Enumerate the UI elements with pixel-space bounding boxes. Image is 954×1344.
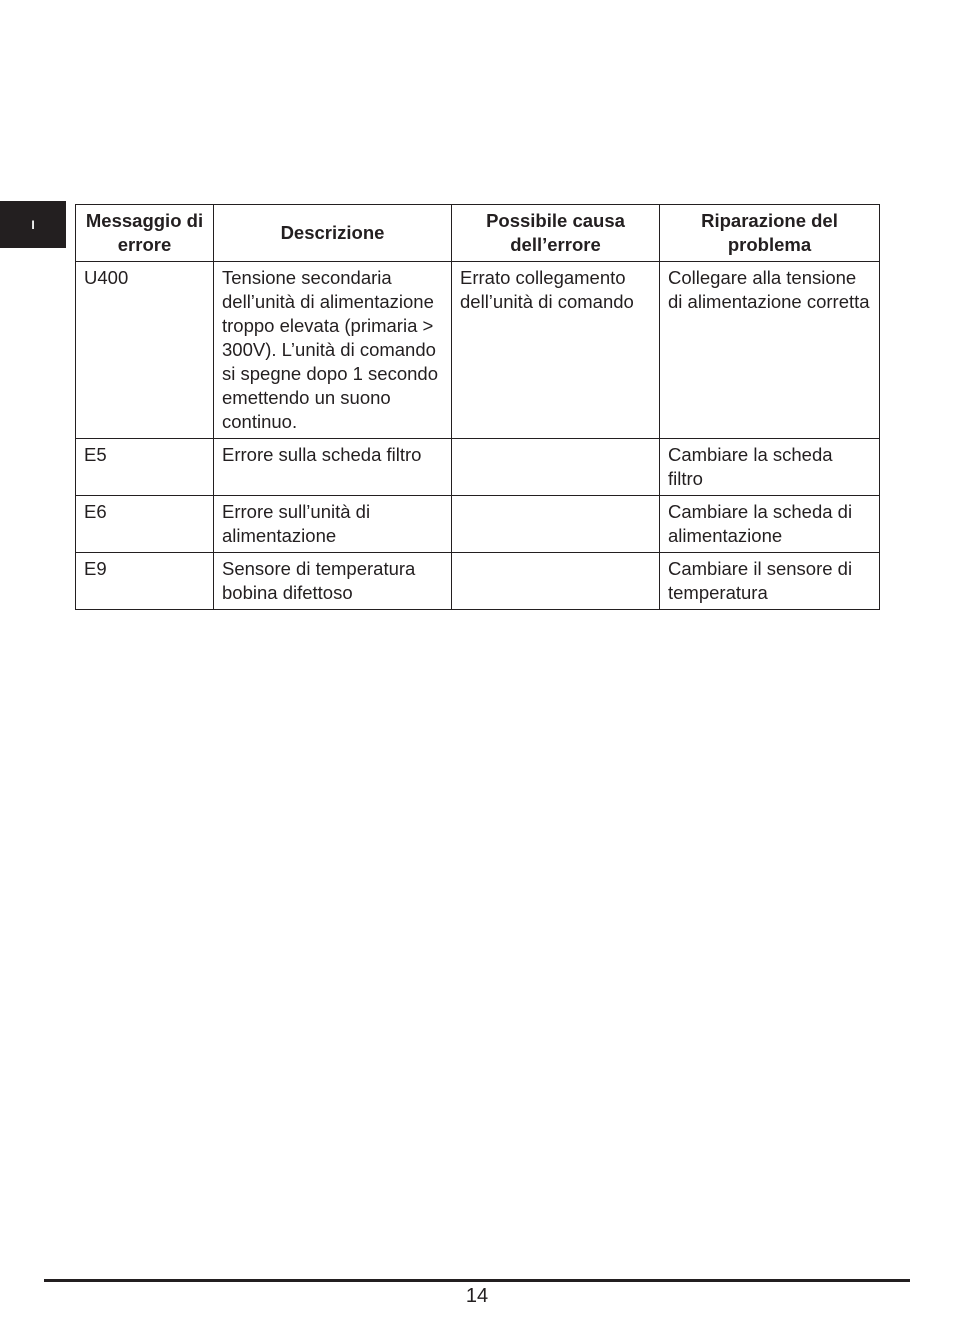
table-row — [76, 439, 880, 496]
table-header-row — [76, 205, 880, 262]
footer-divider — [44, 1279, 910, 1282]
error-cause — [452, 553, 660, 610]
error-description: Errore sull’unità di alimentazione — [214, 496, 452, 553]
error-cause — [452, 496, 660, 553]
error-code: U400 — [76, 262, 214, 439]
header-remedy: Riparazione del problema — [660, 205, 880, 262]
error-table — [75, 204, 880, 610]
header-possible-cause: Possibile causa dell’errore — [452, 205, 660, 262]
table-row — [76, 262, 880, 439]
error-cause: Errato collegamento dell’unità di comando — [452, 262, 660, 439]
page-number: 14 — [465, 1285, 489, 1307]
table-row — [76, 496, 880, 553]
header-error-message: Messaggio di errore — [76, 205, 214, 262]
header-description: Descrizione — [214, 205, 452, 262]
error-code: E6 — [76, 496, 214, 553]
language-tab-label: I — [31, 217, 35, 232]
table-row — [76, 553, 880, 610]
error-description: Tensione secondaria dell’unità di alimentazione troppo elevata (primaria > 300V). L’unità di comando si spegne dopo 1 secondo emettendo un suono continuo. — [214, 262, 452, 439]
error-description: Errore sulla scheda filtro — [214, 439, 452, 496]
error-cause — [452, 439, 660, 496]
error-code: E5 — [76, 439, 214, 496]
error-description: Sensore di temperatura bobina difettoso — [214, 553, 452, 610]
error-remedy: Collegare alla tensione di alimentazione corretta — [660, 262, 880, 439]
language-tab — [0, 201, 66, 248]
error-remedy: Cambiare la scheda di alimentazione — [660, 496, 880, 553]
error-remedy: Cambiare il sensore di temperatura — [660, 553, 880, 610]
error-remedy: Cambiare la scheda filtro — [660, 439, 880, 496]
error-code: E9 — [76, 553, 214, 610]
